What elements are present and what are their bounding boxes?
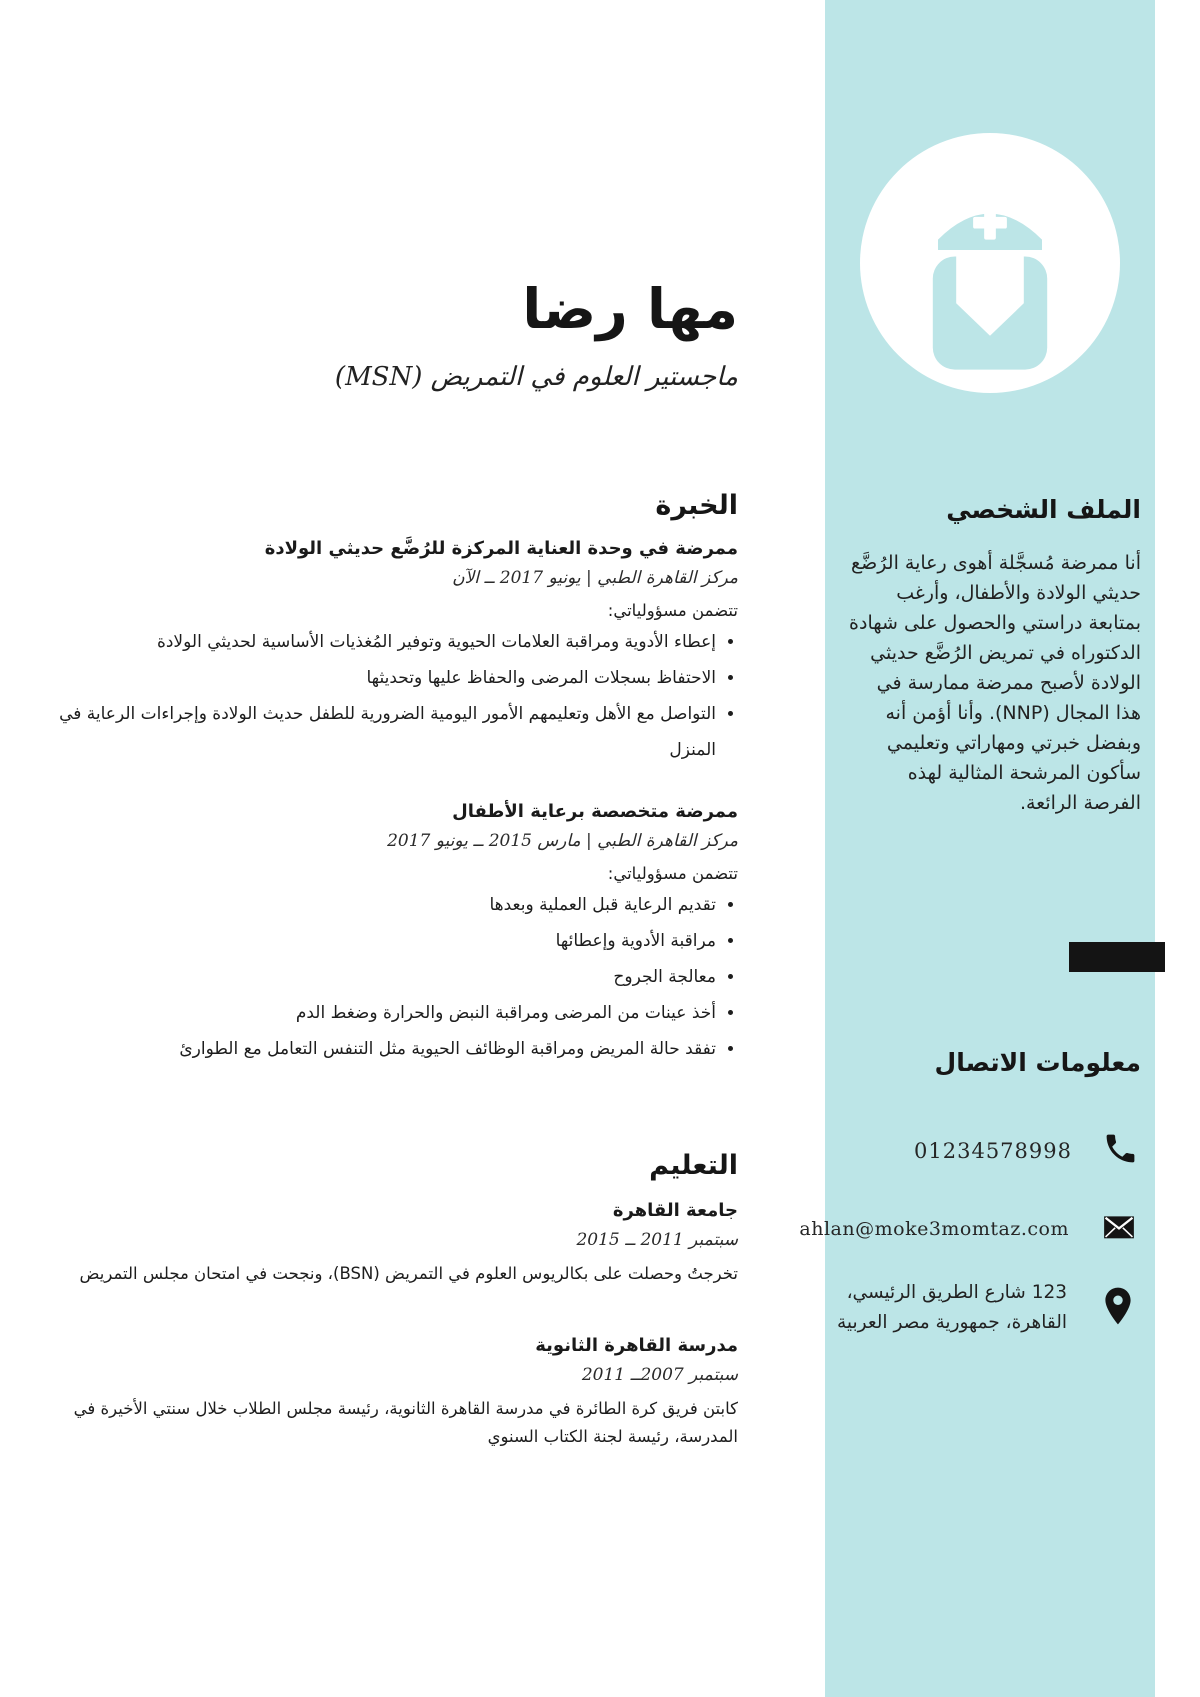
job-intro: تتضمن مسؤولياتي: — [607, 863, 738, 883]
phone-number: 01234578998 — [914, 1138, 1072, 1163]
job-intro: تتضمن مسؤولياتي: — [607, 600, 738, 620]
responsibility-item: • أخذ عينات من المرضى ومراقبة النبض والحرارة وضغط الدم — [50, 995, 716, 1031]
contact-address-row — [837, 1278, 1139, 1338]
job-title: ممرضة متخصصة برعاية الأطفال — [452, 801, 738, 822]
responsibility-item: • الاحتفاظ بسجلات المرضى والحفاظ عليها وتحديثها — [50, 660, 716, 696]
responsibility-item: • تقديم الرعاية قبل العملية وبعدها — [50, 887, 716, 923]
address-line-1: 123 شارع الطريق الرئيسي، — [846, 1282, 1067, 1303]
education-item-2 — [50, 1333, 738, 1451]
location-pin-icon — [1097, 1283, 1139, 1333]
school-dates: سبتمبر 2011 ــ 2015 — [576, 1230, 738, 1251]
school-name: جامعة القاهرة — [612, 1200, 738, 1221]
responsibility-item: • إعطاء الأدوية ومراقبة العلامات الحيوية وتوفير المُغذيات الأساسية لحديثي الولادة — [50, 624, 716, 660]
experience-section-title: الخبرة — [655, 490, 738, 521]
address-line-2: القاهرة، جمهورية مصر العربية — [837, 1312, 1067, 1333]
education-item-1 — [50, 1198, 738, 1288]
education-section-title: التعليم — [649, 1150, 738, 1181]
experience-job-2 — [50, 799, 738, 1067]
job-responsibilities — [50, 887, 738, 1067]
contact-phone-row — [914, 1130, 1139, 1171]
school-name: مدرسة القاهرة الثانوية — [535, 1335, 738, 1356]
sidebar — [799, 0, 1155, 1697]
nurse-icon — [860, 133, 1120, 393]
envelope-icon — [1099, 1210, 1139, 1248]
school-description: كابتن فريق كرة الطائرة في مدرسة القاهرة الثانوية، رئيسة مجلس الطلاب خلال سنتي الأخيرة في المدرسة، رئيسة لجنة الكتاب السنوي — [73, 1398, 738, 1446]
postal-address — [837, 1278, 1067, 1338]
school-description: تخرجتُ وحصلت على بكالريوس العلوم في التمريض (BSN)، ونجحت في امتحان مجلس التمريض — [79, 1263, 738, 1283]
responsibility-item: • معالجة الجروح — [50, 959, 716, 995]
profile-text: أنا ممرضة مُسجَّلة أهوى رعاية الرُضَّع حديثي الولادة والأطفال، وأرغب بمتابعة دراستي والحصول على شهادة الدكتوراه في تمريض الرُضَّع حديثي الولادة لأصبح ممرضة ممارسة في هذا المجال (NNP). وأنا أؤمن أنه وبفضل خبرتي ومهاراتي وتعليمي سأكون المرشحة المثالية لهذه الفرصة الرائعة. — [849, 552, 1141, 814]
job-meta: مركز القاهرة الطبي | يونيو 2017 ــ الآن — [452, 568, 738, 589]
contact-section-title: معلومات الاتصال — [934, 1048, 1141, 1077]
responsibility-item: • التواصل مع الأهل وتعليمهم الأمور اليومية الضرورية للطفل حديث الولادة وإجراءات الرعاية في المنزل — [50, 696, 716, 768]
candidate-title: ماجستير العلوم في التمريض (MSN) — [334, 362, 738, 392]
experience-job-1 — [50, 536, 738, 768]
candidate-name: مها رضا — [522, 277, 738, 341]
responsibility-item: • تفقد حالة المريض ومراقبة الوظائف الحيوية مثل التنفس التعامل مع الطوارئ — [50, 1031, 716, 1067]
school-dates: سبتمبر 2007ــ 2011 — [581, 1365, 738, 1386]
contact-email-row — [799, 1210, 1139, 1248]
job-title: ممرضة في وحدة العناية المركزة للرُضَّع حديثي الولادة — [264, 538, 738, 559]
phone-icon — [1102, 1130, 1139, 1171]
job-meta: مركز القاهرة الطبي | مارس 2015 ــ يونيو 2017 — [387, 831, 738, 852]
email-address: ahlan@moke3momtaz.com — [799, 1218, 1069, 1240]
decorative-bar — [1069, 942, 1165, 972]
responsibility-item: • مراقبة الأدوية وإعطائها — [50, 923, 716, 959]
profile-section-title: الملف الشخصي — [946, 495, 1141, 524]
avatar — [860, 133, 1120, 393]
job-responsibilities — [50, 624, 738, 768]
